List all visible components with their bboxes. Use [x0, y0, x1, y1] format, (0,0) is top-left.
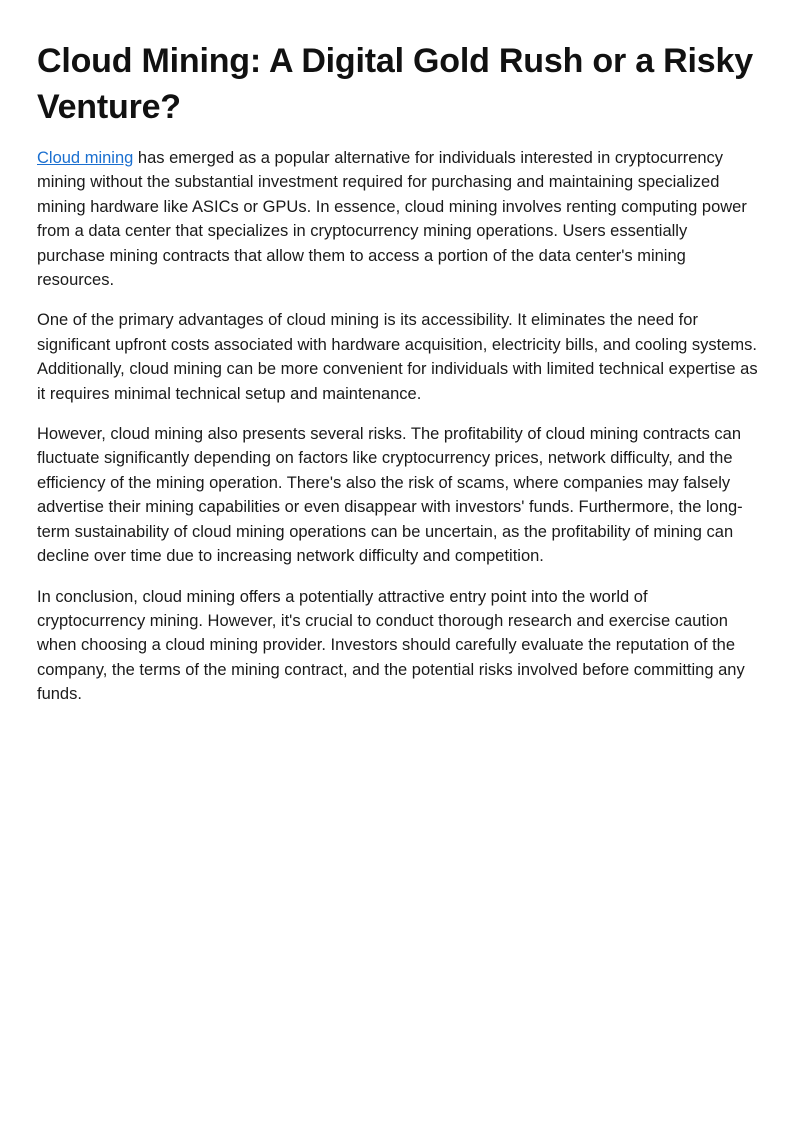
paragraph-advantages: One of the primary advantages of cloud mining is its accessibility. It eliminates the need for significant upfront costs associated with hardware acquisition, electricity bills, and cooling systems. Additionally, cloud mining can be more convenient for individuals with limited technical expertise as it requires minimal technical setup and maintenance.	[37, 311, 758, 403]
article	[37, 30, 759, 723]
cloud-mining-link[interactable]: Cloud mining	[37, 149, 134, 167]
page-title: Cloud Mining: A Digital Gold Rush or a Risky Venture?	[37, 42, 753, 126]
paragraph-intro	[37, 146, 759, 292]
paragraph-conclusion: In conclusion, cloud mining offers a potentially attractive entry point into the world of cryptocurrency mining. However, it's crucial to conduct thorough research and exercise caution when choosing a cloud mining provider. Investors should carefully evaluate the reputation of the company, the terms of the mining contract, and the potential risks involved before committing any funds.	[37, 587, 745, 704]
paragraph-risks: However, cloud mining also presents several risks. The profitability of cloud mining contracts can fluctuate significantly depending on factors like cryptocurrency prices, network difficulty, and the efficiency of the mining operation. There's also the risk of scams, where companies may falsely advertise their mining capabilities or even disappear with investors' funds. Furthermore, the long-term sustainability of cloud mining operations can be uncertain, as the profitability of mining can decline over time due to increasing network difficulty and competition.	[37, 425, 743, 566]
intro-text: has emerged as a popular alternative for individuals interested in cryptocurrency mining without the substantial investment required for purchasing and maintaining specialized mining hardware like ASICs or GPUs. In essence, cloud mining involves renting computing power from a data center that specializes in cryptocurrency mining operations. Users essentially purchase mining contracts that allow them to access a portion of the data center's mining resources.	[37, 149, 747, 290]
